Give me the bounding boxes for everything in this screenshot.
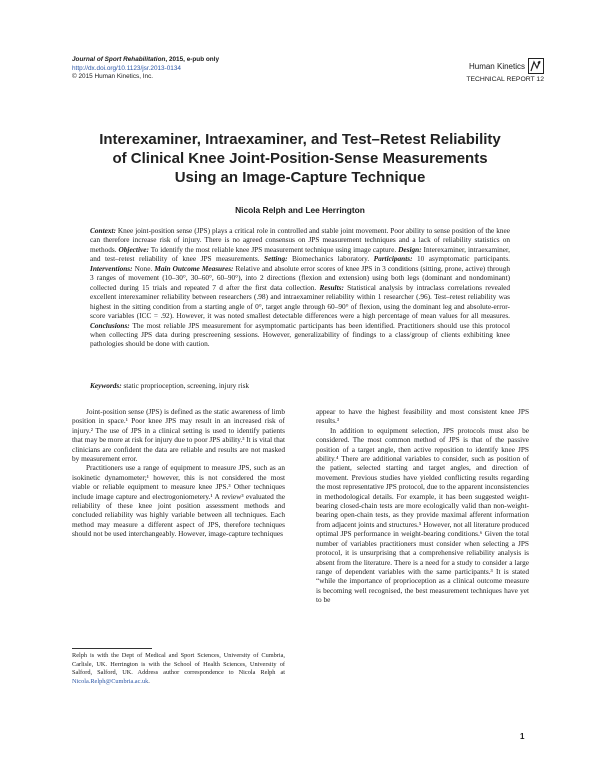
- article-title: [40, 130, 560, 187]
- author-footnote: [72, 652, 285, 686]
- page-number: 1: [520, 732, 525, 741]
- footnote-rule: [72, 648, 152, 649]
- abstract-text: Interexaminer, intraexaminer, and test–retest reliability of knee JPS measurements.: [90, 244, 510, 264]
- body-column-left: [72, 407, 285, 539]
- footnote-text: Relph is with the Dept of Medical and Sport Sciences, University of Cumbria, Carlisle, UK. Herrington is with the School of Health Sciences, University of Salford, Salford, UK. Address author correspondence to Nicola Relph at: [72, 652, 285, 677]
- body-column-right: [316, 407, 529, 605]
- abstract-label: Main Outcome Measures:: [154, 263, 234, 273]
- paragraph: appear to have the highest feasibility and most consistent knee JPS results.³: [316, 407, 529, 426]
- copyright: © 2015 Human Kinetics, Inc.: [72, 73, 154, 80]
- journal-citation: [72, 56, 219, 65]
- journal-issue: , 2015, e-pub only: [165, 56, 220, 63]
- abstract-text: Statistical analysis by intraclass correlations revealed excellent interexaminer reliability between researchers (.98) and intraexaminer reliability within 1 researcher (.96). Test–retest reliability was highest in the sitting condition from a starting angle of 0°, target angle through 60–90° of flexion, using the dominant leg and absolute-error-score variables (ICC = .92). However, it was noted smallest detectable differences were a high percentage of mean values for all measures.: [90, 282, 510, 321]
- title-line: Interexaminer, Intraexaminer, and Test–Retest Reliability: [99, 131, 501, 148]
- abstract-label: Interventions:: [90, 263, 133, 273]
- abstract-text: Biomechanics laboratory.: [287, 254, 374, 264]
- abstract-text: None.: [132, 263, 155, 273]
- abstract-label: Context:: [90, 226, 116, 235]
- footnote-end: .: [148, 677, 150, 685]
- abstract-label: Setting:: [264, 254, 288, 264]
- human-kinetics-logo-icon: [528, 58, 544, 74]
- title-line: Using an Image-Capture Technique: [174, 169, 426, 186]
- keywords-label: Keywords:: [90, 381, 122, 390]
- abstract-label: Design:: [398, 244, 422, 254]
- abstract-text: The most reliable JPS measurement for asymptomatic participants has been identified. Practitioners should use this protocol when collecting JPS data during prescreening sessions. However, generalizability of findings to a class/group of clients exhibiting knee pathologies should be done with caution.: [90, 320, 510, 349]
- abstract-text: To identify the most reliable knee JPS measurement technique using image capture.: [148, 244, 399, 254]
- abstract-label: Results:: [319, 282, 344, 292]
- journal-name: Journal of Sport Rehabilitation: [72, 56, 166, 63]
- abstract-text: 10 asymptomatic participants.: [412, 254, 510, 264]
- journal-header: [72, 56, 219, 82]
- abstract-text: Knee joint-position sense (JPS) plays a critical role in controlled and stable joint movement. Poor ability to sense position of the knee can therefore increase risk of injury. There is no agreed consensus on JPS measurement techniques and a lack of reliability statistics on methods.: [90, 226, 510, 254]
- authors: Nicola Relph and Lee Herrington: [235, 205, 365, 215]
- abstract-label: Conclusions:: [90, 320, 130, 330]
- report-label: TECHNICAL REPORT 12: [466, 76, 544, 83]
- abstract-label: Objective:: [118, 244, 149, 254]
- doi-link[interactable]: http://dx.doi.org/10.1123/jsr.2013-0134: [72, 64, 181, 72]
- keywords-text: static proprioception, screening, injury risk: [121, 381, 250, 390]
- keywords: [90, 381, 510, 390]
- paragraph: In addition to equipment selection, JPS protocols must also be considered. The most common method of JPS is that of the passive position of a target angle, then active reposition to identify knee JPS ability.⁴ There are additional variables to consider, such as position of the patient, selected starting and target angles, and direction of movement. Previous studies have yielded conflicting results regarding the most representative JPS protocol, due to the apparent inconsistencies in methodological details. For example, it has been suggested weight-bearing closed-chain tests are more ecologically valid than non-weight-bearing open-chain tests, as they provide maximal afferent information from adjacent joints and structures.⁵ However, not all literature produced optimal JPS performance in weight-bearing conditions.⁶ Given the total number of variables practitioners must consider when selecting a JPS protocol, it is unsurprising that a comprehensive reliability analysis is absent from the literature. There is a need for a study to consider a large range of dependent variables with the same participants.³ It is stated “while the importance of proprioception as a clinical outcome measure is becoming well recognised, the best measurement techniques have yet to be: [316, 425, 529, 605]
- abstract-label: Participants:: [373, 254, 413, 264]
- publisher-name: Human Kinetics: [468, 61, 525, 71]
- paragraph: Joint-position sense (JPS) is defined as the static awareness of limb position in space.¹ Poor knee JPS may result in an increased risk of injury.² The use of JPS in a clinical setting is used to identify patients that may be more at risk for injury due to poor JPS ability.³ It is vital that clinicians are confident the data are reliable and results are not masked by measurement error.: [72, 407, 285, 464]
- paragraph: Practitioners use a range of equipment to measure JPS, such as an isokinetic dynamometer;¹ however, this is not considered the most viable or reliable equipment to measure knee JPS.³ Other techniques include image capture and electrogoniometery.¹ A review³ evaluated the reliability of these knee joint position assessment methods and concluded reliability was highly variable between all techniques. Each method may measure a different aspect of JPS, therefore techniques should not be used interchangeably. However, image-capture techniques: [72, 463, 285, 539]
- abstract: [90, 226, 510, 349]
- email-link[interactable]: Nicola.Relph@Cumbria.ac.uk: [72, 677, 149, 685]
- publisher-block: [444, 58, 544, 83]
- title-line: of Clinical Knee Joint-Position-Sense Measurements: [112, 150, 488, 167]
- abstract-text: Relative and absolute error scores of knee JPS in 3 conditions (sitting, prone, active) through 3 ranges of movement (10–30°, 30–60°, 60–90°), into 2 directions (flexion and extension) using both legs (dominant and nondominant) collected during 15 trials and repeated 7 d after the first data collection.: [90, 263, 510, 292]
